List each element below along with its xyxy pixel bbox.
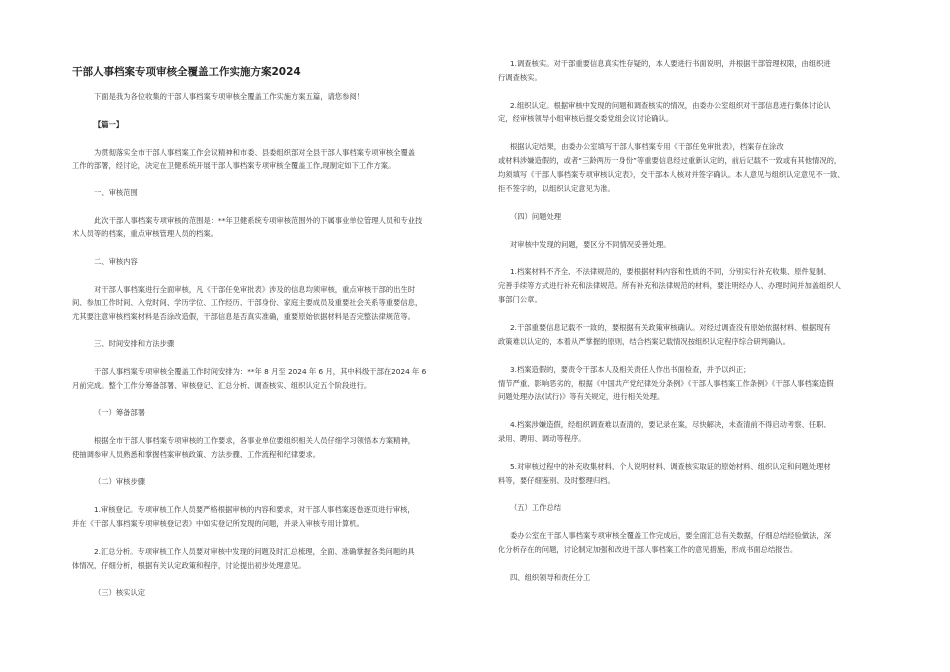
paragraph-line: 完善手续等方式进行补充和法律规范。所有补充和法律规范的材料，要注明经办人、办理时间并加盖组织人 [498, 281, 841, 290]
paragraph-line: 干部人事档案专项审核全覆盖工作时间安排为：**年 8 月至 2024 年 6 月，其中科级干部在2024 年 6 [94, 367, 427, 376]
paragraph-line: 此次干部人事档案专项审核的范围是：**年卫健系统专项审核范围外的下属事业单位管理人员和专业技 [94, 216, 423, 225]
intro-line: 下面是我为各位收集的干部人事档案专项审核全覆盖工作实施方案五篇，请您参阅！ [94, 92, 364, 101]
section-label: 【篇一】 [94, 120, 124, 129]
paragraph-line: 委办公室在干部人事档案专项审核全覆盖工作完成后，要全面汇总有关数据，仔细总结经验做法，深 [510, 531, 832, 540]
paragraph-line: 情节严重、影响恶劣的，根据《中国共产党纪律处分条例》《干部人事档案工作条例》《干部人事档案造假 [498, 379, 834, 388]
heading: 一、审核范围 [94, 188, 138, 197]
paragraph-line: 间、参加工作时间、入党时间、学历学位、工作经历、干部身份、家庭主要成员及重要社会关系等重要信息， [72, 298, 423, 307]
paragraph-line: 拒不签字的，以组织认定意见为准。 [498, 184, 615, 193]
paragraph-line: 对审核中发现的问题，要区分不同情况妥善处理。 [510, 240, 671, 249]
paragraph-line: 或材料涉嫌造假的，或者“三龄两历一身份”等重要信息经过重新认定的，前后记载不一致或有其他情况的， [498, 156, 842, 165]
paragraph-line: 对干部人事档案进行全面审核，凡《干部任免审批表》涉及的信息均须审核，重点审核干部的出生时 [94, 285, 416, 294]
heading: 三、时间安排和方法步骤 [94, 339, 175, 348]
subheading: （五）工作总结 [510, 503, 562, 512]
paragraph-line: 1.调查核实。对干部重要信息真实性存疑的，本人要进行书面说明，并根据干部管理权限，由组织进 [510, 59, 831, 68]
subheading: （四）问题处理 [510, 212, 562, 221]
document-title: 干部人事档案专项审核全覆盖工作实施方案2024 [72, 66, 301, 78]
paragraph-line: 1.审核登记。专项审核工作人员要严格根据审核的内容和要求，对干部人事档案逐卷逐页进行审核， [94, 505, 415, 514]
paragraph-line: 定，经审核领导小组审核后提交委党组会议讨论确认。 [498, 114, 674, 123]
paragraph-line: 化分析存在的问题，讨论制定加强和改进干部人事档案工作的意见措施，形成书面总结报告。 [498, 545, 798, 554]
paragraph-line: 并在《干部人事档案专项审核登记表》中如实登记所发现的问题，并录入审核专用计算机。 [72, 519, 364, 528]
paragraph-line: 2.组织认定。根据审核中发现的问题和调查核实的情况，由委办公室组织对干部信息进行集体讨论认 [510, 101, 831, 110]
paragraph-line: 月前完成。整个工作分筹备部署、审核登记、汇总分析、调查核实、组织认定五个阶段进行。 [72, 381, 372, 390]
paragraph-line: 事部门公章。 [498, 295, 542, 304]
heading: 四、组织领导和责任分工 [510, 573, 591, 582]
paragraph-line: 体情况，仔细分析，根据有关认定政策和程序，讨论提出初步处理意见。 [72, 561, 306, 570]
paragraph-line: 均须填写《干部人事档案专项审核认定表》，交干部本人核对并签字确认。本人意见与组织认定意见不一致、 [498, 170, 845, 179]
subheading: （二）审核步骤 [94, 477, 146, 486]
paragraph-line: 料等，要仔细鉴别、及时整理归档。 [498, 476, 615, 485]
paragraph-line: 政策难以认定的，本着从严掌握的原则，结合档案记载情况按组织认定程序综合研判确认。 [498, 337, 790, 346]
paragraph-line: 尤其要注意审核档案材料是否涂改造假，干部信息是否真实准确，重要原始依据材料是否完整法律规范等。 [72, 312, 415, 321]
paragraph-line: 根据认定结果，由委办公室填写干部人事档案专用《干部任免审批表》，档案存在涂改 [510, 142, 784, 151]
paragraph-line: 2.汇总分析。专项审核工作人员要对审核中发现的问题及时汇总梳理，全面、准确掌握各类问题的具 [94, 547, 415, 556]
paragraph-line: 工作的部署，经讨论，决定在卫健系统开展干部人事档案专项审核全覆盖工作,现制定如下工作方案。 [72, 161, 396, 170]
paragraph-line: 5.对审核过程中的补充收集材料、个人说明材料、调查核实取证的原始材料、组织认定和问题处理材 [510, 462, 831, 471]
paragraph-line: 术人员等的档案，重点审核管理人员的档案。 [72, 229, 218, 238]
paragraph-line: 录用、聘用、调动等程序。 [498, 434, 586, 443]
paragraph-line: 行调查核实。 [498, 73, 542, 82]
paragraph-line: 3.档案造假的，要责令干部本人及相关责任人作出书面检查，并予以纠正； [510, 365, 751, 374]
subheading: （一）筹备部署 [94, 408, 146, 417]
heading: 二、审核内容 [94, 257, 138, 266]
subheading: （三）核实认定 [94, 588, 146, 597]
paragraph-line: 1.档案材料不齐全、不法律规范的，要根据材料内容和性质的不同，分别实行补充收集、原件复制、 [510, 267, 831, 276]
paragraph-line: 为贯彻落实全市干部人事档案工作会议精神和市委、县委组织部对全县干部人事档案专项审核全覆盖 [94, 148, 416, 157]
paragraph-line: 2.干部重要信息记载不一致的，要根据有关政策审核确认。对经过调查没有原始依据材料、根据现有 [510, 323, 831, 332]
paragraph-line: 使抽调参审人员熟悉和掌握档案审核政策、方法步骤、工作流程和纪律要求。 [72, 450, 321, 459]
paragraph-line: 根据全市干部人事档案专项审核的工作要求，各事业单位要组织相关人员仔细学习领悟本方案精神， [94, 436, 416, 445]
paragraph-line: 问题处理办法(试行)》等有关规定，进行相关处理。 [498, 392, 665, 401]
paragraph-line: 4.档案涉嫌造假，经组织调查难以查清的，要记录在案，尽快解决，未查清前不得启动考察、任职、 [510, 420, 831, 429]
